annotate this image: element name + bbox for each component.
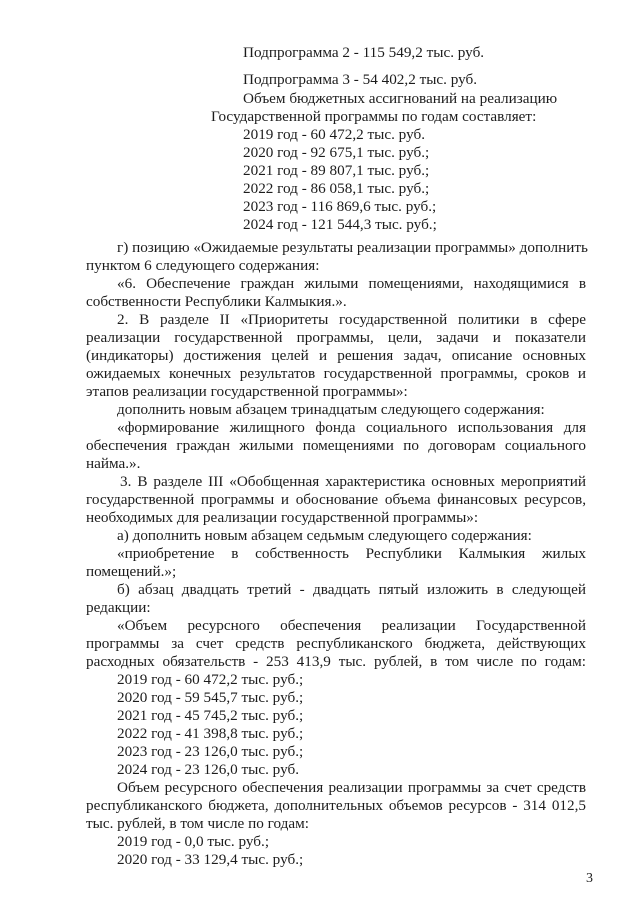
body-line: 2019 год - 60 472,2 тыс. руб.; [117,671,304,688]
body-line: 2022 год - 41 398,8 тыс. руб.; [117,725,304,742]
body-line: «формирование жилищного фонда социального использования для [117,419,586,436]
body-line: редакции: [86,599,151,616]
body-line: 2019 год - 0,0 тыс. руб.; [117,833,270,850]
body-line: «Объем ресурсного обеспечения реализации Государственной [117,617,586,634]
body-line: Объем ресурсного обеспечения реализации программы за счет средств [117,779,586,796]
body-line: реализации государственной программы, цели, задачи и показатели [86,329,586,346]
header-line: Подпрограмма 2 - 115 549,2 тыс. руб. [243,44,485,61]
body-line: государственной программы и обоснование объема финансовых ресурсов, [86,491,586,508]
page-number: 3 [586,871,593,886]
body-line: найма.». [86,455,141,472]
body-line: г) позицию «Ожидаемые результаты реализации программы» дополнить [117,239,588,256]
body-line: б) абзац двадцать третий - двадцать пятый изложить в следующей [117,581,586,598]
header-line: 2021 год - 89 807,1 тыс. руб.; [243,162,430,179]
body-line: «6. Обеспечение граждан жилыми помещениями, находящимися в [117,275,586,292]
header-line: Государственной программы по годам составляет: [211,108,537,125]
body-line: 2. В разделе II «Приоритеты государственной политики в сфере [117,311,586,328]
body-line: помещений.»; [86,563,177,580]
body-line: 2021 год - 45 745,2 тыс. руб.; [117,707,304,724]
header-line: 2022 год - 86 058,1 тыс. руб.; [243,180,430,197]
body-line: тыс. рублей, в том числе по годам: [86,815,309,832]
body-line: 2024 год - 23 126,0 тыс. руб. [117,761,299,778]
body-line: 2023 год - 23 126,0 тыс. руб.; [117,743,304,760]
body-line: пунктом 6 следующего содержания: [86,257,320,274]
body-line: 2020 год - 33 129,4 тыс. руб.; [117,851,304,868]
body-line: расходных обязательств - 253 413,9 тыс. рублей, в том числе по годам: [86,653,586,670]
header-line: 2023 год - 116 869,6 тыс. руб.; [243,198,437,215]
body-line: этапов реализации государственной программы»: [86,383,408,400]
body-line: 3. В разделе III «Обобщенная характеристика основных мероприятий [120,473,586,490]
body-line: программы за счет средств республиканского бюджета, действующих [86,635,586,652]
body-line: необходимых для реализации государственной программы»: [86,509,479,526]
body-line: республиканского бюджета, дополнительных объемов ресурсов - 314 012,5 [86,797,586,814]
body-line: 2020 год - 59 545,7 тыс. руб.; [117,689,304,706]
body-line: а) дополнить новым абзацем седьмым следующего содержания: [117,527,532,544]
header-line: 2019 год - 60 472,2 тыс. руб. [243,126,425,143]
body-line: обеспечения граждан жилыми помещениями по договорам социального [86,437,586,454]
header-line: 2024 год - 121 544,3 тыс. руб.; [243,216,437,233]
body-line: ожидаемых конечных результатов государственной программы, сроков и [86,365,586,382]
header-line: 2020 год - 92 675,1 тыс. руб.; [243,144,430,161]
body-line: дополнить новым абзацем тринадцатым следующего содержания: [117,401,545,418]
header-line: Подпрограмма 3 - 54 402,2 тыс. руб. [243,71,478,88]
body-line: «приобретение в собственность Республики Калмыкия жилых [117,545,586,562]
header-line: Объем бюджетных ассигнований на реализацию [243,90,558,107]
body-line: (индикаторы) достижения целей и решения задач, описание основных [86,347,586,364]
body-line: собственности Республики Калмыкия.». [86,293,347,310]
